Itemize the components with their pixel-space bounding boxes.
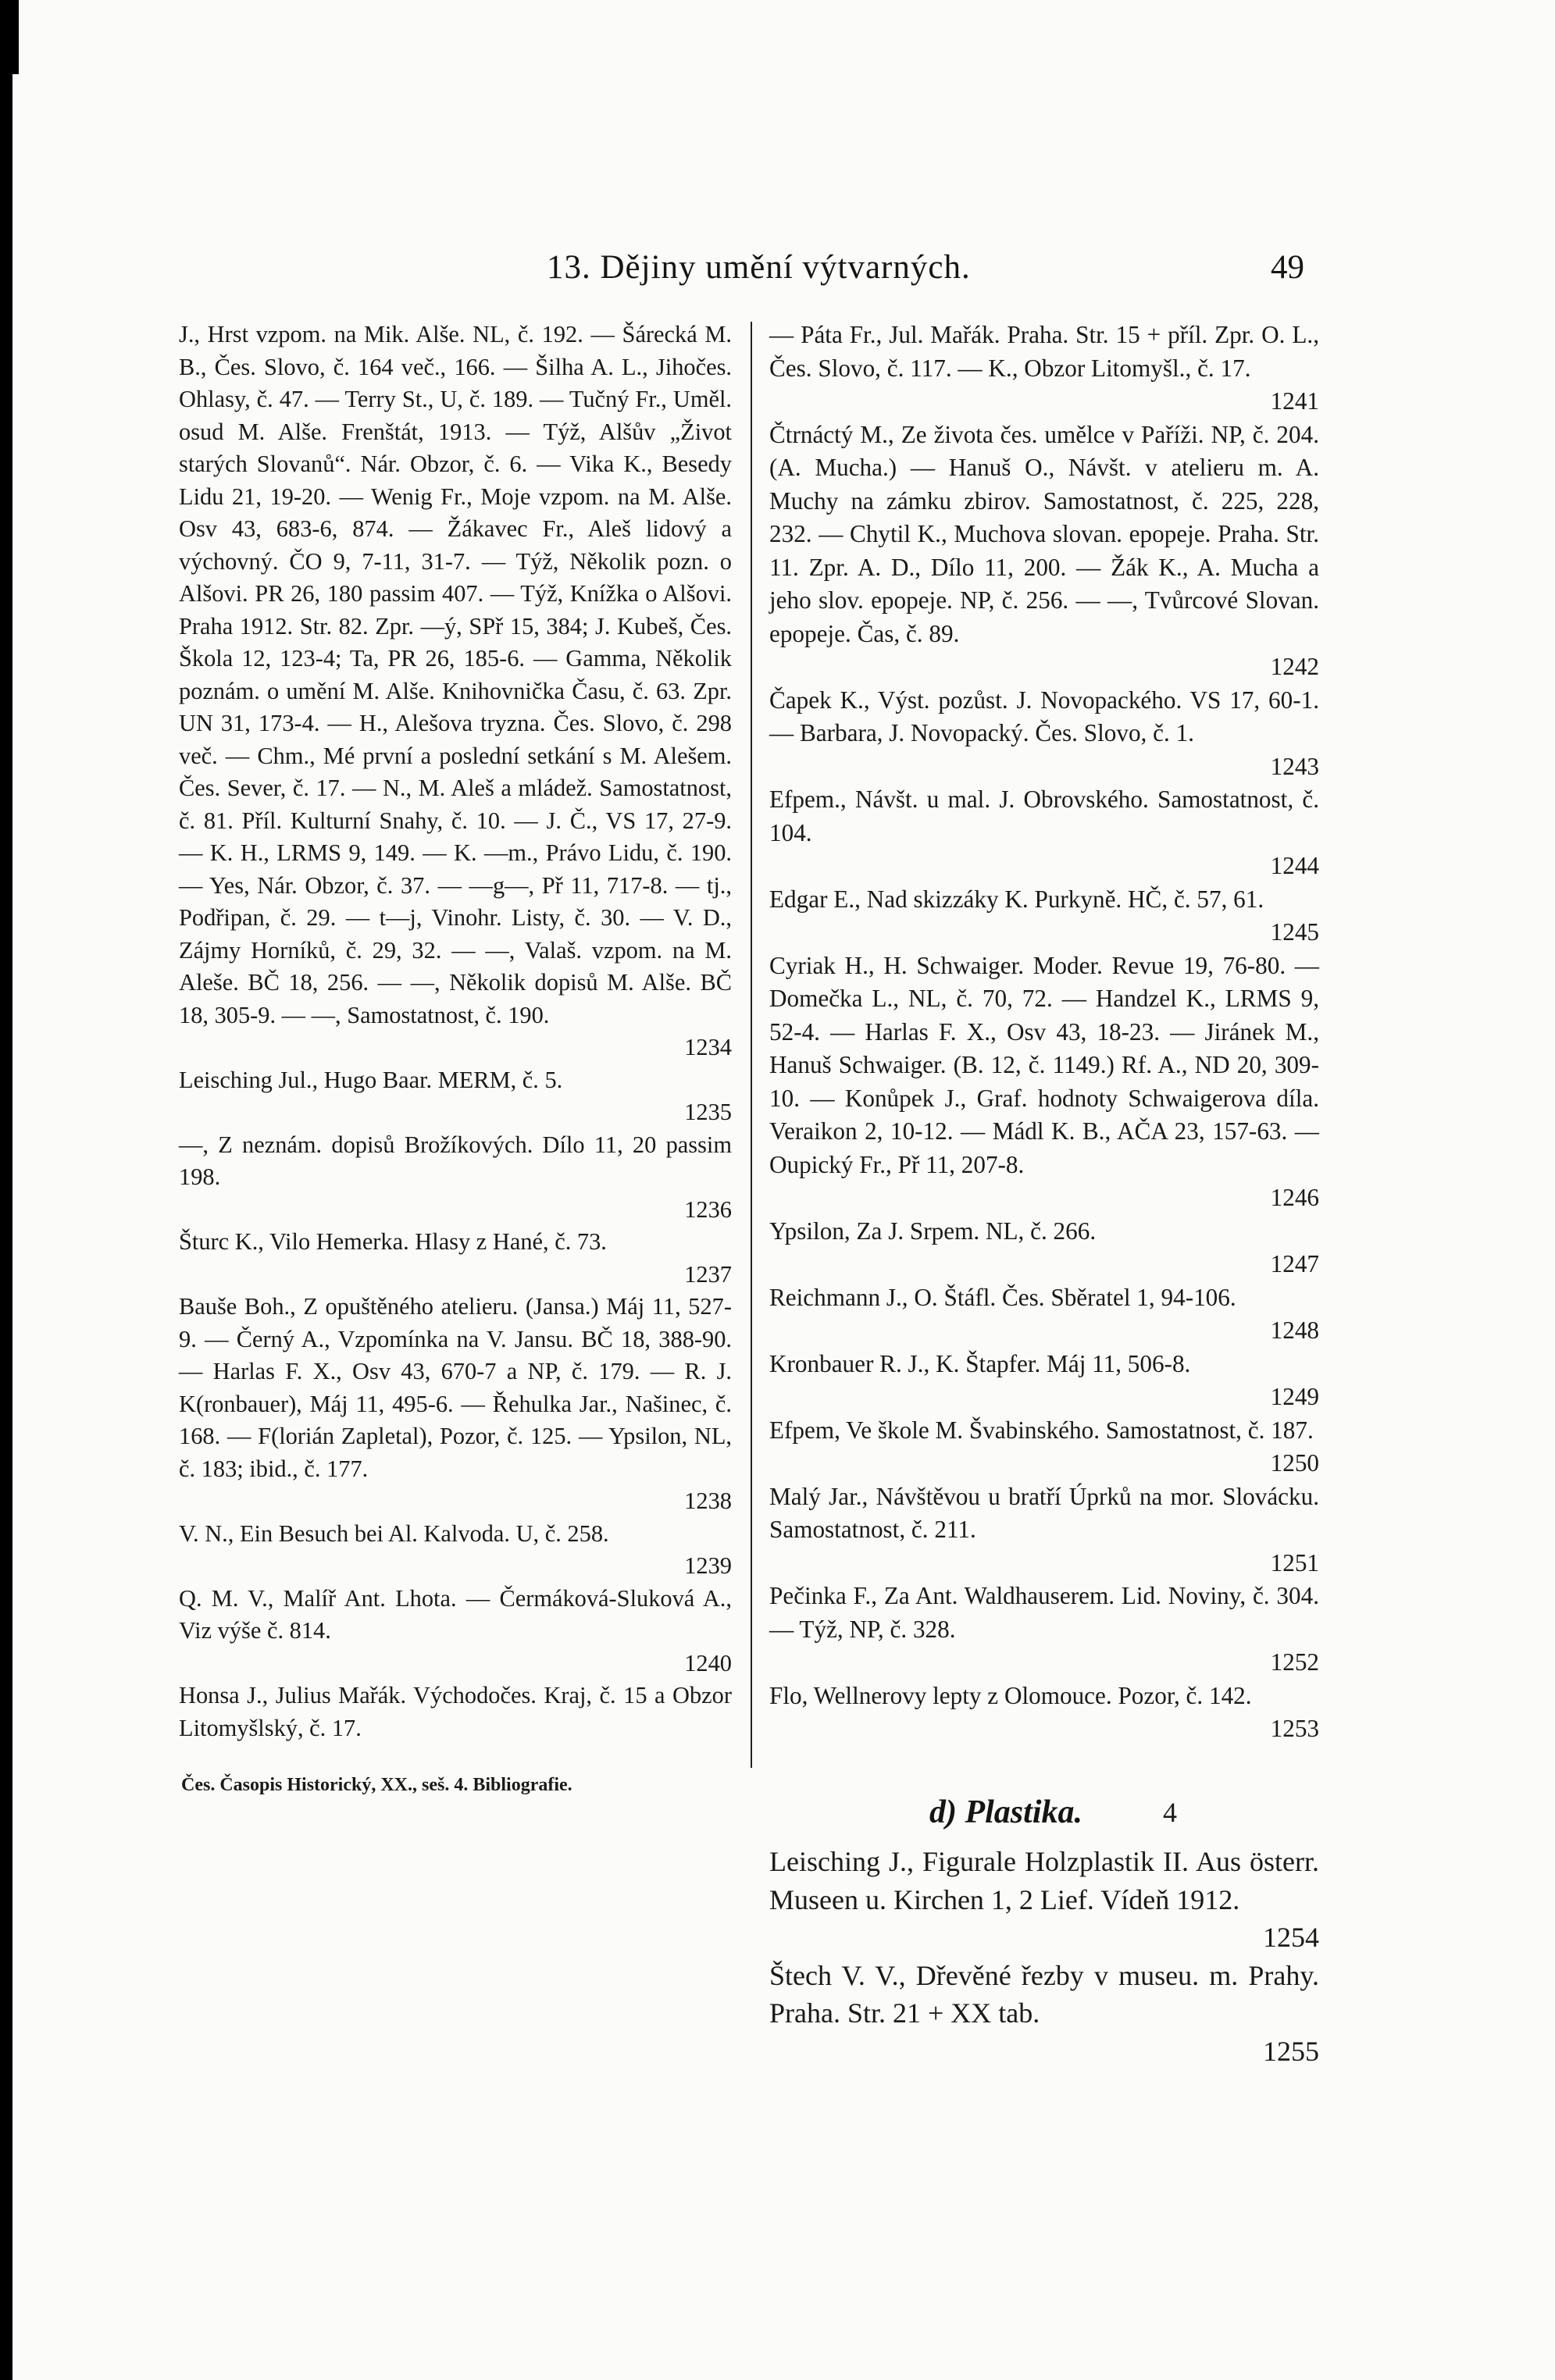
entry-text: Leisching J., Figurale Holzplastik II. Aus österr. Museen u. Kirchen 1, 2 Lief. Vídeň 1912. xyxy=(769,1846,1319,1915)
entry-number: 1235 xyxy=(684,1099,732,1125)
entry-number: 1247 xyxy=(1270,1250,1319,1277)
entry-text: Cyriak H., H. Schwaiger. Moder. Revue 19, 76-80. — Domečka L., NL, č. 70, 72. — Handzel K., LRMS 9, 52-4. — Harlas F. X., Osv 43, 18-23. — Jiránek M., Hanuš Schwaiger. (B. 12, č. 1149.) Rf. A., ND 20, 309-10. — Konůpek J., Graf. hodnoty Schwaigerova díla. Veraikon 2, 10-12. — Mádl K. B., AČA 23, 157-63. — Oupický Fr., Př 11, 207-8. xyxy=(769,951,1319,1178)
entry-number: 1241 xyxy=(1270,387,1319,415)
entry-number: 1243 xyxy=(1270,752,1319,780)
footer-source-line: Čes. Časopis Historický, XX., seš. 4. Bibliografie. xyxy=(181,1775,572,1795)
entry-number: 1242 xyxy=(1270,653,1319,680)
entry-text: — Páta Fr., Jul. Mařák. Praha. Str. 15 + příl. Zpr. O. L., Čes. Slovo, č. 117. — K., Obzor Litomyšl., č. 17. xyxy=(769,321,1319,382)
left-column xyxy=(179,319,732,1744)
right-column-plastika xyxy=(769,1843,1319,2070)
entry-text: V. N., Ein Besuch bei Al. Kalvoda. U, č. 258. xyxy=(179,1520,609,1547)
entry-number: 1238 xyxy=(684,1488,732,1514)
entry-number: 1240 xyxy=(684,1649,732,1676)
entry-number: 1236 xyxy=(684,1195,732,1223)
entry-number: 1237 xyxy=(684,1260,732,1288)
column-divider xyxy=(751,322,752,1768)
entry-text: Edgar E., Nad skizzáky K. Purkyně. HČ, č. 57, 61. xyxy=(769,885,1264,913)
entry-number: 1245 xyxy=(1270,918,1319,946)
entry-text: Čtrnáctý M., Ze života čes. umělce v Paříži. NP, č. 204. (A. Mucha.) — Hanuš O., Návšt. v atelieru m. A. Muchy na zámku zbirov. Samostatnost, č. 225, 228, 232. — Chytil K., Muchova slovan. epopeje. Praha. Str. 11. Zpr. A. D., Dílo 11, 200. — Žák K., A. Mucha a jeho slov. epopeje. NP, č. 256. — —, Tvůrcové Slovan. epopeje. Čas, č. 89. xyxy=(769,420,1319,647)
entry-text: Honsa J., Julius Mařák. Východočes. Kraj, č. 15 a Obzor Litomyšlský, č. 17. xyxy=(179,1682,732,1741)
entry-text: Malý Jar., Návštěvou u bratří Úprků na mor. Slovácku. Samostatnost, č. 211. xyxy=(769,1482,1319,1543)
scan-edge-mark xyxy=(12,0,19,74)
page-number: 49 xyxy=(1271,249,1304,286)
sheet-signature-number: 4 xyxy=(1163,1797,1177,1828)
entry-number: 1250 xyxy=(1270,1449,1319,1477)
entry-text: Q. M. V., Malíř Ant. Lhota. — Čermáková-Sluková A., Viz výše č. 814. xyxy=(179,1584,732,1644)
entry-text: Pečinka F., Za Ant. Waldhauserem. Lid. Noviny, č. 304. — Týž, NP, č. 328. xyxy=(769,1582,1319,1643)
entry-number: 1254 xyxy=(1263,1922,1319,1953)
entry-number: 1252 xyxy=(1270,1648,1319,1676)
right-column xyxy=(769,319,1319,1746)
entry-text: Flo, Wellnerovy lepty z Olomouce. Pozor, č. 142. xyxy=(769,1681,1252,1709)
entry-number: 1255 xyxy=(1263,2035,1319,2067)
scan-border-left xyxy=(0,0,12,2380)
entry-number: 1234 xyxy=(684,1034,732,1060)
section-heading: d) Plastika. xyxy=(929,1794,1082,1830)
entry-number: 1239 xyxy=(684,1552,732,1579)
entry-text: Ypsilon, Za J. Srpem. NL, č. 266. xyxy=(769,1217,1097,1245)
entry-text: Efpem, Ve škole M. Švabinského. Samostatnost, č. 187. xyxy=(769,1416,1314,1444)
running-header-title: 13. Dějiny umění výtvarných. xyxy=(547,249,971,286)
entry-text: Leisching Jul., Hugo Baar. MERM, č. 5. xyxy=(179,1066,563,1093)
entry-text: J., Hrst vzpom. na Mik. Alše. NL, č. 192. — Šárecká M. B., Čes. Slovo, č. 164 več., 166. — Šilha A. L., Jihočes. Ohlasy, č. 47. — Terry St., U, č. 189. — Tučný Fr., Uměl. osud M. Alše. Frenštát, 1913. — Týž, Alšův „Život starých Slovanů“. Nár. Obzor, č. 6. — Vika K., Besedy Lidu 21, 19-20. — Wenig Fr., Moje vzpom. na M. Alše. Osv 43, 683-6, 874. — Žákavec Fr., Aleš lidový a výchovný. ČO 9, 7-11, 31-7. — Týž, Několik pozn. o Alšovi. PR 26, 180 passim 407. — Týž, Knížka o Alšovi. Praha 1912. Str. 82. Zpr. —ý, SPř 15, 384; J. Kubeš, Čes. Škola 12, 123-4; Ta, PR 26, 185-6. — Gamma, Několik poznám. o umění M. Alše. Knihovnička Času, č. 63. Zpr. UN 31, 173-4. — H., Alešova tryzna. Čes. Slovo, č. 298 več. — Chm., Mé první a poslední setkání s M. Alešem. Čes. Sever, č. 17. — N., M. Aleš a mládež. Samostatnost, č. 81. Příl. Kulturní Snahy, č. 10. — J. Č., VS 17, 27-9. — K. H., LRMS 9, 149. — K. —m., Právo Lidu, č. 190. — Yes, Nár. Obzor, č. 37. — —g—, Př 11, 717-8. — tj., Podřipan, č. 29. — t—j, Vinohr. Listy, č. 30. — V. D., Zájmy Horníků, č. 29, 32. — —, Valaš. vzpom. na M. Aleše. BČ 18, 256. — —, Několik dopisů M. Alše. BČ 18, 305-9. — —, Samostatnost, č. 190. xyxy=(179,321,732,1028)
entry-number: 1249 xyxy=(1270,1383,1319,1410)
entry-number: 1244 xyxy=(1270,852,1319,879)
entry-text: Čapek K., Výst. pozůst. J. Novopackého. VS 17, 60-1. — Barbara, J. Novopacký. Čes. Slovo, č. 1. xyxy=(769,686,1319,746)
entry-text: —, Z neznám. dopisů Brožíkových. Dílo 11, 20 passim 198. xyxy=(179,1131,732,1190)
entry-text: Bauše Boh., Z opuštěného atelieru. (Jansa.) Máj 11, 527-9. — Černý A., Vzpomínka na V. Jansu. BČ 18, 388-90. — Harlas F. X., Osv 43, 670-7 a NP, č. 179. — R. J. K(ronbauer), Máj 11, 495-6. — Řehulka Jar., Našinec, č. 168. — F(lorián Zapletal), Pozor, č. 125. — Ypsilon, NL, č. 183; ibid., č. 177. xyxy=(179,1293,732,1482)
entry-text: Šturc K., Vilo Hemerka. Hlasy z Hané, č. 73. xyxy=(179,1228,607,1255)
entry-number: 1251 xyxy=(1270,1548,1319,1577)
entry-text: Efpem., Návšt. u mal. J. Obrovského. Samostatnost, č. 104. xyxy=(769,786,1319,846)
entry-text: Štech V. V., Dřevěné řezby v museu. m. Prahy. Praha. Str. 21 + XX tab. xyxy=(769,1959,1319,2029)
entry-text: Reichmann J., O. Štáfl. Čes. Sběratel 1, 94-106. xyxy=(769,1283,1236,1311)
entry-number: 1253 xyxy=(1270,1715,1319,1742)
entry-text: Kronbauer R. J., K. Štapfer. Máj 11, 506-8. xyxy=(769,1349,1191,1377)
entry-number: 1246 xyxy=(1270,1184,1319,1211)
entry-number: 1248 xyxy=(1270,1316,1319,1344)
